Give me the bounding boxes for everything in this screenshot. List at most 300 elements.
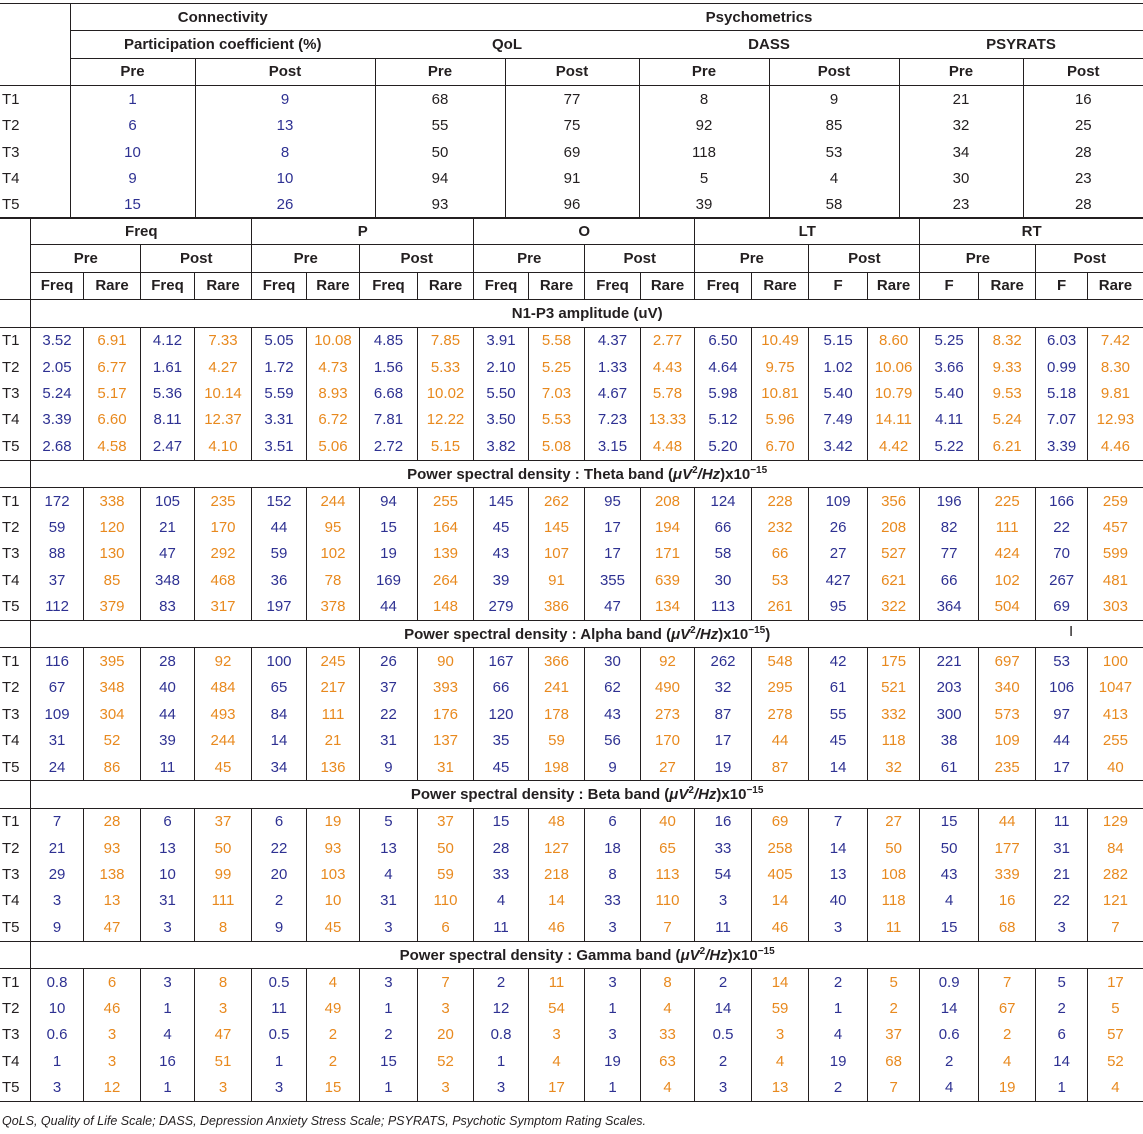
freq-value-cell: 44	[141, 701, 194, 727]
section-title-title-tail: )	[765, 626, 771, 644]
table-row	[0, 968, 1143, 995]
rare-value-cell: 295	[751, 675, 809, 701]
rare-value-cell: 45	[194, 754, 252, 781]
rare-value-cell: 177	[978, 835, 1036, 861]
stray-mark: I	[1069, 623, 1074, 640]
freq-value-cell: 66	[474, 675, 528, 701]
section-title-text: N1-P3 amplitude (uV)	[511, 304, 663, 322]
freq-value-cell: 15	[474, 808, 528, 835]
rare-value-cell: 12.22	[417, 407, 474, 433]
rare-value-cell: 10.08	[306, 327, 359, 354]
rare-value-cell: 5	[1087, 995, 1143, 1021]
freq-value-cell: 15	[920, 914, 979, 941]
rare-value-cell: 244	[306, 487, 359, 514]
section-title	[31, 300, 1143, 327]
rare-value-cell: 2	[306, 1022, 359, 1048]
rare-value-cell: 148	[417, 593, 474, 620]
freq-value-cell: 7.07	[1036, 407, 1087, 433]
rare-value-cell: 3	[528, 1022, 585, 1048]
freq-value-cell: 67	[31, 675, 83, 701]
table-row	[0, 407, 1143, 433]
table-cell: 96	[505, 192, 639, 219]
rare-value-cell: 4	[978, 1048, 1036, 1074]
freq-value-cell: 4	[920, 1075, 979, 1102]
table-cell: 16	[1023, 86, 1143, 113]
freq-value-cell: 0.5	[252, 968, 306, 995]
rare-value-cell: 178	[528, 701, 585, 727]
rare-value-cell: 424	[978, 541, 1036, 567]
freq-value-cell: 221	[920, 648, 979, 675]
rare-value-cell: 47	[83, 914, 141, 941]
rare-value-cell: 4	[528, 1048, 585, 1074]
rare-value-cell: 208	[640, 487, 695, 514]
rare-value-cell: 6.70	[751, 433, 809, 460]
freq-value-cell: 12	[474, 995, 528, 1021]
freq-value-cell: 2.68	[31, 433, 83, 460]
freq-value-cell: 28	[474, 835, 528, 861]
rare-value-cell: 244	[194, 727, 252, 753]
section-title-title-exp: −15	[746, 785, 764, 797]
rare-value-cell: 7	[978, 968, 1036, 995]
rare-value-cell: 278	[751, 701, 809, 727]
rare-value-cell: 5.78	[640, 380, 695, 406]
freq-value-cell: 61	[920, 754, 979, 781]
freq-value-cell: 6	[141, 808, 194, 835]
table-cell: 1	[70, 86, 195, 113]
section-title-title-unit2: /Hz	[697, 465, 721, 483]
freq-value-cell: 47	[141, 541, 194, 567]
rare-value-cell: 170	[640, 727, 695, 753]
freq-value-cell: 6.50	[695, 327, 752, 354]
rare-value-cell: 4.42	[867, 433, 919, 460]
rare-value-cell: 273	[640, 701, 695, 727]
table-cell: 28	[1023, 192, 1143, 219]
rare-value-cell: 136	[306, 754, 359, 781]
freq-value-cell: 4	[809, 1022, 868, 1048]
freq-value-cell: 2	[252, 888, 306, 914]
rare-value-cell: 48	[528, 808, 585, 835]
freq-value-cell: 1	[585, 1075, 640, 1102]
table-cell: 118	[639, 139, 769, 165]
table-row	[0, 593, 1143, 620]
freq-value-cell: 13	[809, 861, 868, 887]
freq-value-cell: 28	[141, 648, 194, 675]
rare-value-cell: 8	[194, 968, 252, 995]
freq-value-cell: 31	[31, 727, 83, 753]
freq-value-cell: 5.25	[920, 327, 979, 354]
rare-value-cell: 120	[83, 514, 141, 540]
table-cell: 9	[769, 86, 899, 113]
stimulus-header: Rare	[978, 272, 1036, 299]
rare-value-cell: 110	[640, 888, 695, 914]
row-label: T3	[2, 545, 20, 563]
freq-value-cell: 1	[141, 995, 194, 1021]
freq-value-cell: 35	[474, 727, 528, 753]
freq-value-cell: 3	[695, 1075, 752, 1102]
rare-value-cell: 9.33	[978, 354, 1036, 380]
rare-value-cell: 59	[528, 727, 585, 753]
freq-value-cell: 19	[809, 1048, 868, 1074]
section-title-title-unit2: /Hz	[693, 786, 717, 804]
rare-value-cell: 111	[978, 514, 1036, 540]
freq-value-cell: 6	[1036, 1022, 1087, 1048]
freq-value-cell: 5.59	[252, 380, 306, 406]
rare-value-cell: 338	[83, 487, 141, 514]
freq-value-cell: 14	[809, 835, 868, 861]
post-header: Post	[360, 245, 474, 272]
rare-value-cell: 14.11	[867, 407, 919, 433]
table-cell: 92	[639, 113, 769, 139]
psyrats-header: PSYRATS	[899, 31, 1143, 58]
freq-value-cell: 3	[809, 914, 868, 941]
rare-value-cell: 235	[978, 754, 1036, 781]
rare-value-cell: 27	[640, 754, 695, 781]
freq-value-cell: 16	[695, 808, 752, 835]
table-cell: 23	[1023, 165, 1143, 191]
rare-value-cell: 8.93	[306, 380, 359, 406]
freq-value-cell: 167	[474, 648, 528, 675]
freq-value-cell: 69	[1036, 593, 1087, 620]
stimulus-header: Rare	[528, 272, 585, 299]
stimulus-header: Freq	[360, 272, 418, 299]
rare-value-cell: 68	[978, 914, 1036, 941]
table-cell: 39	[639, 192, 769, 219]
freq-value-cell: 169	[360, 567, 418, 593]
rare-value-cell: 14	[751, 888, 809, 914]
rare-value-cell: 395	[83, 648, 141, 675]
freq-value-cell: 0.5	[252, 1022, 306, 1048]
psychometrics-header: Psychometrics	[705, 8, 813, 26]
freq-value-cell: 45	[809, 727, 868, 753]
freq-value-cell: 22	[252, 835, 306, 861]
freq-value-cell: 4.67	[585, 380, 640, 406]
psyrats-post-header: Post	[1023, 58, 1143, 85]
table-cell: 69	[505, 139, 639, 165]
freq-value-cell: 3	[360, 968, 418, 995]
rare-value-cell: 5.53	[528, 407, 585, 433]
rare-value-cell: 292	[194, 541, 252, 567]
table-row	[0, 514, 1143, 540]
section-title-title-post: )x10	[718, 626, 749, 644]
freq-value-cell: 88	[31, 541, 83, 567]
rare-value-cell: 100	[1087, 648, 1143, 675]
freq-value-cell: 33	[474, 861, 528, 887]
table-row	[0, 727, 1143, 753]
rare-value-cell: 4	[306, 968, 359, 995]
rare-value-cell: 109	[978, 727, 1036, 753]
rare-value-cell: 6	[83, 968, 141, 995]
freq-value-cell: 1	[360, 995, 418, 1021]
rare-value-cell: 255	[417, 487, 474, 514]
section-title-title-pre: Power spectral density : Beta band (	[410, 786, 670, 804]
rare-value-cell: 7.03	[528, 380, 585, 406]
rare-value-cell: 304	[83, 701, 141, 727]
rare-value-cell: 118	[867, 727, 919, 753]
participation-coefficient-header: Participation coefficient (%)	[70, 31, 375, 58]
rare-value-cell: 3	[417, 1075, 474, 1102]
freq-value-cell: 3.50	[474, 407, 528, 433]
freq-value-cell: 3	[141, 968, 194, 995]
row-label: T3	[2, 385, 20, 403]
table-row	[0, 86, 1143, 113]
section-title	[31, 460, 1143, 487]
freq-value-cell: 95	[585, 487, 640, 514]
rare-value-cell: 208	[867, 514, 919, 540]
rare-value-cell: 258	[751, 835, 809, 861]
freq-value-cell: 40	[141, 675, 194, 701]
rare-value-cell: 57	[1087, 1022, 1143, 1048]
rare-value-cell: 13	[751, 1075, 809, 1102]
freq-value-cell: 7.49	[809, 407, 868, 433]
rare-value-cell: 28	[83, 808, 141, 835]
rare-value-cell: 21	[306, 727, 359, 753]
rare-value-cell: 32	[867, 754, 919, 781]
freq-value-cell: 59	[252, 541, 306, 567]
rare-value-cell: 4.46	[1087, 433, 1143, 460]
freq-value-cell: 3.66	[920, 354, 979, 380]
rare-value-cell: 573	[978, 701, 1036, 727]
row-label: T3	[2, 143, 20, 161]
freq-value-cell: 47	[585, 593, 640, 620]
freq-value-cell: 33	[585, 888, 640, 914]
eeg-measures-table	[0, 217, 1143, 1102]
region-header-rt: RT	[920, 218, 1143, 245]
freq-value-cell: 2	[695, 968, 752, 995]
table-row	[0, 487, 1143, 514]
psyrats-pre-header: Pre	[899, 58, 1023, 85]
freq-value-cell: 100	[252, 648, 306, 675]
section-title-title-sup: 2	[690, 625, 696, 637]
rare-value-cell: 118	[867, 888, 919, 914]
rare-value-cell: 127	[528, 835, 585, 861]
rare-value-cell: 241	[528, 675, 585, 701]
freq-value-cell: 11	[141, 754, 194, 781]
rare-value-cell: 52	[417, 1048, 474, 1074]
section-title-title-sup: 2	[699, 945, 706, 957]
row-label: T5	[0, 192, 70, 219]
freq-value-cell: 94	[360, 487, 418, 514]
rare-value-cell: 59	[417, 861, 474, 887]
section-title	[31, 620, 1143, 647]
rare-value-cell: 113	[640, 861, 695, 887]
freq-value-cell: 33	[695, 835, 752, 861]
rare-value-cell: 225	[978, 487, 1036, 514]
rare-value-cell: 52	[83, 727, 141, 753]
rare-value-cell: 235	[194, 487, 252, 514]
rare-value-cell: 484	[194, 675, 252, 701]
table-cell: 28	[1023, 139, 1143, 165]
freq-value-cell: 38	[920, 727, 979, 753]
freq-value-cell: 43	[585, 701, 640, 727]
rare-value-cell: 9.75	[751, 354, 809, 380]
freq-value-cell: 26	[809, 514, 868, 540]
freq-value-cell: 66	[695, 514, 752, 540]
freq-value-cell: 2	[360, 1022, 418, 1048]
stimulus-header: Freq	[585, 272, 640, 299]
freq-value-cell: 9	[252, 914, 306, 941]
rare-value-cell: 49	[306, 995, 359, 1021]
rare-value-cell: 111	[194, 888, 252, 914]
table-row	[0, 165, 1143, 191]
rare-value-cell: 93	[306, 835, 359, 861]
row-label: T2	[2, 1000, 20, 1018]
rare-value-cell: 4	[640, 995, 695, 1021]
section-title-title-post: )x10	[716, 786, 747, 804]
freq-value-cell: 30	[695, 567, 752, 593]
rare-value-cell: 3	[417, 995, 474, 1021]
region-header-lt: LT	[695, 218, 920, 245]
rare-value-cell: 386	[528, 593, 585, 620]
rare-value-cell: 5.17	[83, 380, 141, 406]
stimulus-header: Rare	[751, 272, 809, 299]
freq-value-cell: 2	[1036, 995, 1087, 1021]
rare-value-cell: 521	[867, 675, 919, 701]
pre-header: Pre	[920, 245, 1036, 272]
section-title	[31, 941, 1143, 968]
freq-value-cell: 43	[920, 861, 979, 887]
rare-value-cell: 19	[978, 1075, 1036, 1102]
row-label: T5	[0, 1075, 31, 1102]
freq-value-cell: 3.91	[474, 327, 528, 354]
freq-value-cell: 42	[809, 648, 868, 675]
rare-value-cell: 164	[417, 514, 474, 540]
table-row	[0, 914, 1143, 941]
row-label: T2	[2, 518, 20, 536]
freq-value-cell: 2.47	[141, 433, 194, 460]
rare-value-cell: 2.77	[640, 327, 695, 354]
freq-value-cell: 1	[585, 995, 640, 1021]
freq-value-cell: 9	[360, 754, 418, 781]
freq-value-cell: 16	[141, 1048, 194, 1074]
freq-value-cell: 105	[141, 487, 194, 514]
freq-value-cell: 152	[252, 487, 306, 514]
rare-value-cell: 107	[528, 541, 585, 567]
corner-cell	[0, 4, 70, 31]
rare-value-cell: 5.15	[417, 433, 474, 460]
freq-value-cell: 14	[252, 727, 306, 753]
freq-value-cell: 83	[141, 593, 194, 620]
freq-value-cell: 5.22	[920, 433, 979, 460]
table-row	[0, 541, 1143, 567]
table-row	[0, 567, 1143, 593]
freq-value-cell: 11	[695, 914, 752, 941]
freq-value-cell: 22	[360, 701, 418, 727]
freq-value-cell: 19	[360, 541, 418, 567]
freq-value-cell: 3	[1036, 914, 1087, 941]
freq-value-cell: 1.61	[141, 354, 194, 380]
freq-value-cell: 97	[1036, 701, 1087, 727]
rare-value-cell: 2	[978, 1022, 1036, 1048]
freq-value-cell: 8.11	[141, 407, 194, 433]
rare-value-cell: 10.79	[867, 380, 919, 406]
freq-value-cell: 43	[474, 541, 528, 567]
section-title-title-unit: μV	[673, 465, 693, 483]
rare-value-cell: 12.93	[1087, 407, 1143, 433]
table-cell: 6	[70, 113, 195, 139]
row-label: T4	[2, 170, 20, 188]
table-row	[0, 888, 1143, 914]
freq-value-cell: 32	[695, 675, 752, 701]
freq-value-cell: 5.05	[252, 327, 306, 354]
rare-value-cell: 37	[194, 808, 252, 835]
freq-value-cell: 3	[141, 914, 194, 941]
freq-value-cell: 84	[252, 701, 306, 727]
stimulus-header: Freq	[252, 272, 306, 299]
freq-value-cell: 106	[1036, 675, 1087, 701]
freq-value-cell: 17	[585, 514, 640, 540]
freq-value-cell: 364	[920, 593, 979, 620]
freq-value-cell: 7	[809, 808, 868, 835]
stimulus-header: F	[809, 272, 868, 299]
rare-value-cell: 6.91	[83, 327, 141, 354]
freq-value-cell: 22	[1036, 888, 1087, 914]
freq-value-cell: 3.52	[31, 327, 83, 354]
table-cell: 8	[639, 86, 769, 113]
freq-value-cell: 17	[695, 727, 752, 753]
freq-value-cell: 20	[252, 861, 306, 887]
freq-value-cell: 30	[585, 648, 640, 675]
freq-value-cell: 3	[360, 914, 418, 941]
row-label: T2	[2, 839, 20, 857]
row-label: T1	[2, 332, 20, 350]
rare-value-cell: 599	[1087, 541, 1143, 567]
freq-value-cell: 5.15	[809, 327, 868, 354]
freq-value-cell: 4	[920, 888, 979, 914]
rare-value-cell: 317	[194, 593, 252, 620]
freq-value-cell: 3	[695, 888, 752, 914]
freq-value-cell: 9	[585, 754, 640, 781]
rare-value-cell: 17	[1087, 968, 1143, 995]
freq-value-cell: 262	[695, 648, 752, 675]
rare-value-cell: 7	[640, 914, 695, 941]
stimulus-header: Rare	[417, 272, 474, 299]
row-label: T5	[2, 918, 20, 936]
rare-value-cell: 10.14	[194, 380, 252, 406]
rare-value-cell: 65	[640, 835, 695, 861]
row-label: T5	[2, 598, 20, 616]
rare-value-cell: 348	[83, 675, 141, 701]
section-title-title-post: )x10	[720, 465, 751, 483]
rare-value-cell: 129	[1087, 808, 1143, 835]
table-row	[0, 113, 1143, 139]
rare-value-cell: 245	[306, 648, 359, 675]
table-cell: 32	[899, 113, 1023, 139]
freq-value-cell: 112	[31, 593, 83, 620]
qol-header: QoL	[375, 31, 639, 58]
rare-value-cell: 405	[751, 861, 809, 887]
rare-value-cell: 9.53	[978, 380, 1036, 406]
row-label: T3	[2, 1026, 20, 1044]
table-cell: 93	[375, 192, 505, 219]
section-title-title-exp: −15	[748, 625, 766, 637]
rare-value-cell: 121	[1087, 888, 1143, 914]
freq-value-cell: 18	[585, 835, 640, 861]
rare-value-cell: 4.43	[640, 354, 695, 380]
freq-value-cell: 1	[252, 1048, 306, 1074]
rare-value-cell: 13	[83, 888, 141, 914]
table-cell: 85	[769, 113, 899, 139]
stimulus-header: Freq	[31, 272, 83, 299]
freq-value-cell: 0.8	[31, 968, 83, 995]
freq-value-cell: 24	[31, 754, 83, 781]
freq-value-cell: 2	[809, 1075, 868, 1102]
table-cell: 23	[899, 192, 1023, 219]
freq-value-cell: 27	[809, 541, 868, 567]
freq-value-cell: 3.82	[474, 433, 528, 460]
pre-header: Pre	[695, 245, 809, 272]
freq-value-cell: 1.72	[252, 354, 306, 380]
table-row	[0, 139, 1143, 165]
